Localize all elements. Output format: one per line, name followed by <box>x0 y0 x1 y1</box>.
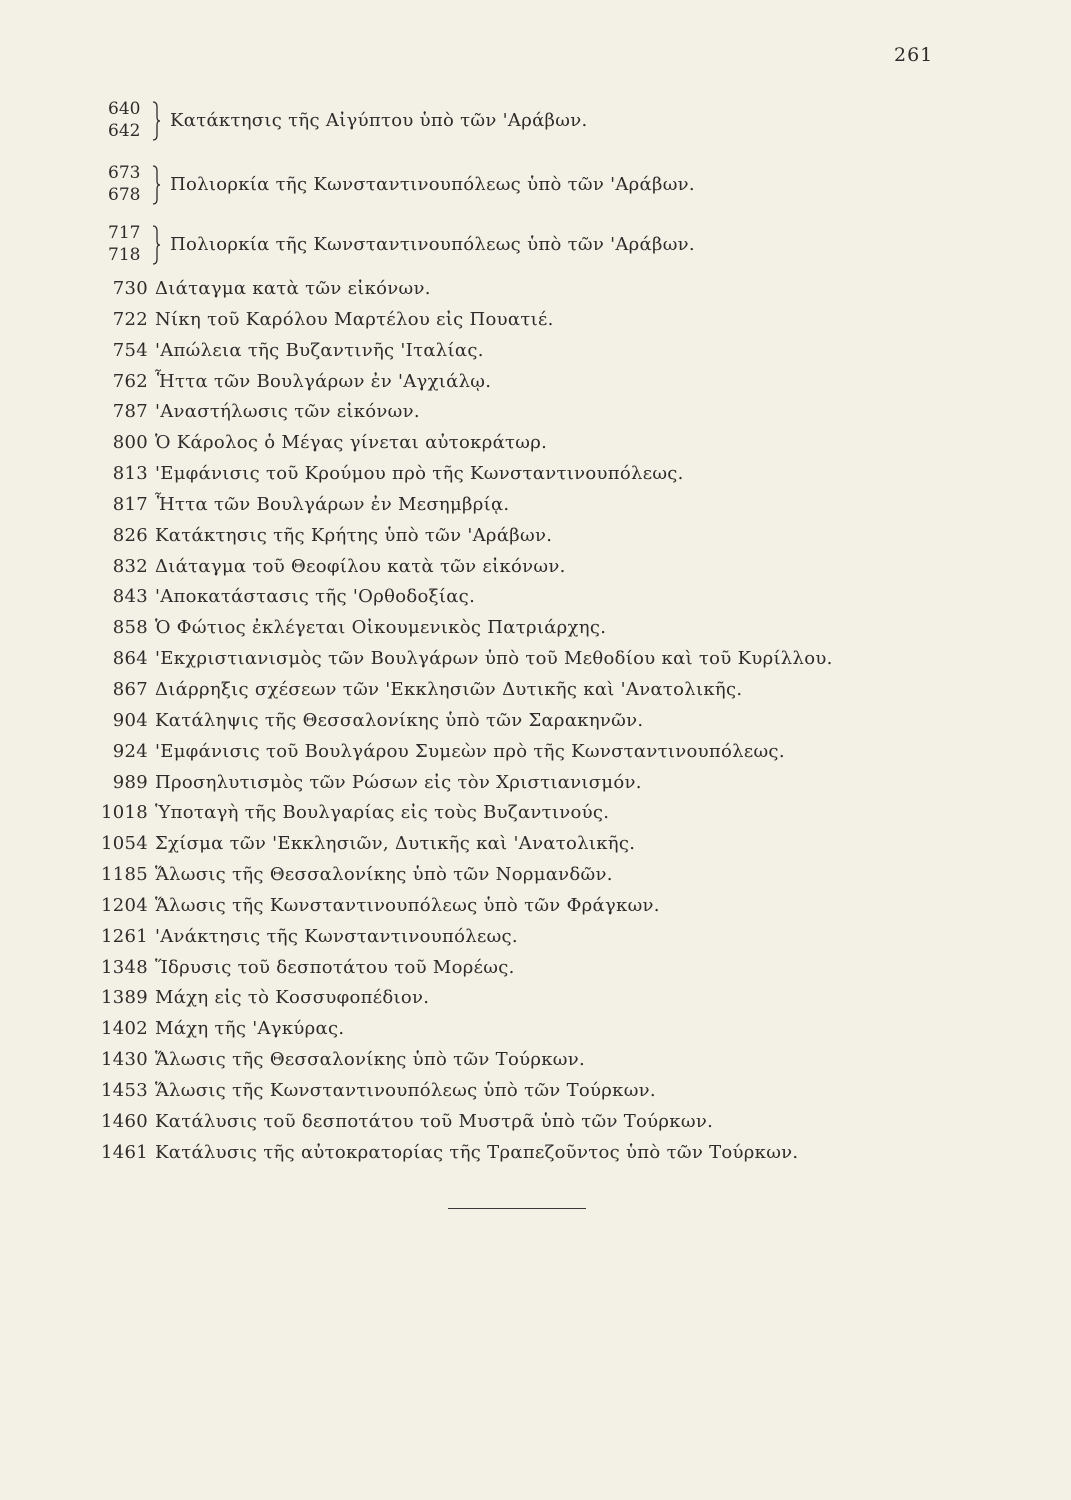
year-from: 717 <box>108 223 141 243</box>
entry-text: 'Εκχριστιανισμὸς τῶν Βουλγάρων ὑπὸ τοῦ Μεθοδίου καὶ τοῦ Κυρίλλου. <box>155 648 833 670</box>
entry-text: Μάχη εἰς τὸ Κοσσυφοπέδιον. <box>155 987 430 1009</box>
chronology-entry <box>100 397 1000 428</box>
entry-year: 858 <box>112 617 148 639</box>
chronology-entry <box>100 829 1000 860</box>
year-range <box>108 162 150 206</box>
chronology-entry <box>100 953 1000 984</box>
chronology-entry <box>100 798 1000 829</box>
chronology-list <box>100 274 1000 1168</box>
event-text: Πολιορκία τῆς Κωνσταντινουπόλεως ὑπὸ τῶν 'Αράβων. <box>170 234 695 255</box>
entry-year: 813 <box>112 463 148 485</box>
entry-text: Ὁ Κάρολος ὁ Μέγας γίνεται αὐτοκράτωρ. <box>155 432 548 454</box>
entry-text: Μάχη τῆς 'Αγκύρας. <box>155 1018 345 1040</box>
chronology-entry <box>100 737 1000 768</box>
chronology-entry <box>100 675 1000 706</box>
chronology-entry <box>100 552 1000 583</box>
entry-text: Ἅλωσις τῆς Κωνσταντινουπόλεως ὑπὸ τῶν Τούρκων. <box>155 1079 656 1101</box>
chronology-entry <box>100 860 1000 891</box>
chronology-entry <box>100 922 1000 953</box>
entry-text: Διάταγμα τοῦ Θεοφίλου κατὰ τῶν εἰκόνων. <box>155 555 566 577</box>
entry-text: Ἅλωσις τῆς Κωνσταντινουπόλεως ὑπὸ τῶν Φράγκων. <box>155 894 660 916</box>
entry-year: 787 <box>112 401 148 423</box>
entry-text: 'Εμφάνισις τοῦ Κρούμου πρὸ τῆς Κωνσταντινουπόλεως. <box>155 463 684 485</box>
entry-text: Ἅλωσις τῆς Θεσσαλονίκης ὑπὸ τῶν Νορμανδῶν. <box>155 864 613 886</box>
chronology-entry <box>100 644 1000 675</box>
chronology-entry <box>100 706 1000 737</box>
chronology-entry <box>100 428 1000 459</box>
entry-year: 1204 <box>100 894 148 916</box>
entry-text: 'Απώλεια τῆς Βυζαντινῆς 'Ιταλίας. <box>155 339 484 361</box>
entry-text: Σχίσμα τῶν 'Εκκλησιῶν, Δυτικῆς καὶ 'Ανατολικῆς. <box>155 833 636 855</box>
chronology-entry <box>100 336 1000 367</box>
chronology-entry <box>100 490 1000 521</box>
entry-text: Κατάλυσις τοῦ δεσποτάτου τοῦ Μυστρᾶ ὑπὸ τῶν Τούρκων. <box>155 1110 714 1132</box>
brace-icon <box>152 101 160 141</box>
entry-year: 1389 <box>100 987 148 1009</box>
chronology-entry <box>100 1045 1000 1076</box>
entry-year: 843 <box>112 586 148 608</box>
chronology-entry <box>100 1076 1000 1107</box>
year-to: 718 <box>108 245 141 265</box>
event-text: Πολιορκία τῆς Κωνσταντινουπόλεως ὑπὸ τῶν 'Αράβων. <box>170 174 695 195</box>
range-entry <box>108 222 888 270</box>
chronology-entry <box>100 521 1000 552</box>
entry-year: 1348 <box>100 956 148 978</box>
entry-year: 832 <box>112 555 148 577</box>
entry-year: 1261 <box>100 925 148 947</box>
entry-text: Διάρρηξις σχέσεων τῶν 'Εκκλησιῶν Δυτικῆς καὶ 'Ανατολικῆς. <box>155 678 743 700</box>
page-number: 261 <box>894 44 934 66</box>
entry-year: 1018 <box>100 802 148 824</box>
entry-text: Ἵδρυσις τοῦ δεσποτάτου τοῦ Μορέως. <box>155 956 515 978</box>
entry-text: Ἅλωσις τῆς Θεσσαλονίκης ὑπὸ τῶν Τούρκων. <box>155 1049 585 1071</box>
range-entry <box>108 98 888 146</box>
entry-year: 1430 <box>100 1049 148 1071</box>
chronology-entry <box>100 983 1000 1014</box>
entry-year: 924 <box>112 740 148 762</box>
entry-text: 'Αποκατάστασις τῆς 'Ορθοδοξίας. <box>155 586 476 608</box>
brace-icon <box>152 165 160 205</box>
entry-year: 1460 <box>100 1110 148 1132</box>
entry-text: Διάταγμα κατὰ τῶν εἰκόνων. <box>155 278 431 299</box>
chronology-entry <box>100 1107 1000 1138</box>
entry-text: Νίκη τοῦ Καρόλου Μαρτέλου εἰς Πουατιέ. <box>155 308 554 330</box>
entry-text: 'Ανάκτησις τῆς Κωνσταντινουπόλεως. <box>155 925 518 947</box>
entry-text: Κατάληψις τῆς Θεσσαλονίκης ὑπὸ τῶν Σαρακηνῶν. <box>155 709 644 731</box>
range-entry <box>108 162 888 210</box>
entry-year: 1185 <box>100 864 148 886</box>
closing-rule <box>448 1208 586 1209</box>
entry-year: 762 <box>112 370 148 392</box>
entry-text: Ὁ Φώτιος ἐκλέγεται Οἰκουμενικὸς Πατριάρχης. <box>155 617 607 639</box>
entry-text: 'Αναστήλωσις τῶν εἰκόνων. <box>155 401 420 423</box>
chronology-entry <box>100 459 1000 490</box>
entry-year: 722 <box>112 308 148 330</box>
entry-year: 989 <box>112 771 148 793</box>
entry-text: Προσηλυτισμὸς τῶν Ρώσων εἰς τὸν Χριστιανισμόν. <box>155 771 642 793</box>
chronology-entry <box>100 367 1000 398</box>
entry-text: Ἧττα τῶν Βουλγάρων ἐν 'Αγχιάλῳ. <box>155 370 492 392</box>
year-range <box>108 98 150 142</box>
entry-year: 1402 <box>100 1018 148 1040</box>
chronology-entry <box>100 274 1000 305</box>
entry-year: 864 <box>112 648 148 670</box>
entry-text: 'Εμφάνισις τοῦ Βουλγάρου Συμεὼν πρὸ τῆς Κωνσταντινουπόλεως. <box>155 740 785 762</box>
entry-year: 754 <box>112 339 148 361</box>
chronology-entry <box>100 1014 1000 1045</box>
year-from: 640 <box>108 99 141 119</box>
entry-year: 817 <box>112 493 148 515</box>
event-text: Κατάκτησις τῆς Αἰγύπτου ὑπὸ τῶν 'Αράβων. <box>170 110 588 131</box>
chronology-entry <box>100 582 1000 613</box>
year-from: 673 <box>108 163 141 183</box>
brace-icon <box>152 225 160 265</box>
entry-text: Κατάκτησις τῆς Κρήτης ὑπὸ τῶν 'Αράβων. <box>155 524 553 546</box>
year-range <box>108 222 150 266</box>
entry-year: 904 <box>112 709 148 731</box>
chronology-entry <box>100 768 1000 799</box>
entry-year: 1453 <box>100 1079 148 1101</box>
chronology-entry <box>100 1138 1000 1169</box>
entry-year: 800 <box>112 432 148 454</box>
entry-year: 1054 <box>100 833 148 855</box>
entry-text: Ἧττα τῶν Βουλγάρων ἐν Μεσημβρίᾳ. <box>155 493 510 515</box>
chronology-entry <box>100 613 1000 644</box>
entry-text: Ὑποταγὴ τῆς Βουλγαρίας εἰς τοὺς Βυζαντινούς. <box>155 802 610 824</box>
entry-year: 1461 <box>100 1141 148 1163</box>
entry-year: 826 <box>112 524 148 546</box>
year-to: 678 <box>108 185 141 205</box>
chronology-entry <box>100 891 1000 922</box>
entry-year: 730 <box>112 278 148 299</box>
entry-year: 867 <box>112 678 148 700</box>
chronology-entry <box>100 305 1000 336</box>
year-to: 642 <box>108 121 141 141</box>
entry-text: Κατάλυσις τῆς αὐτοκρατορίας τῆς Τραπεζοῦντος ὑπὸ τῶν Τούρκων. <box>155 1141 799 1163</box>
